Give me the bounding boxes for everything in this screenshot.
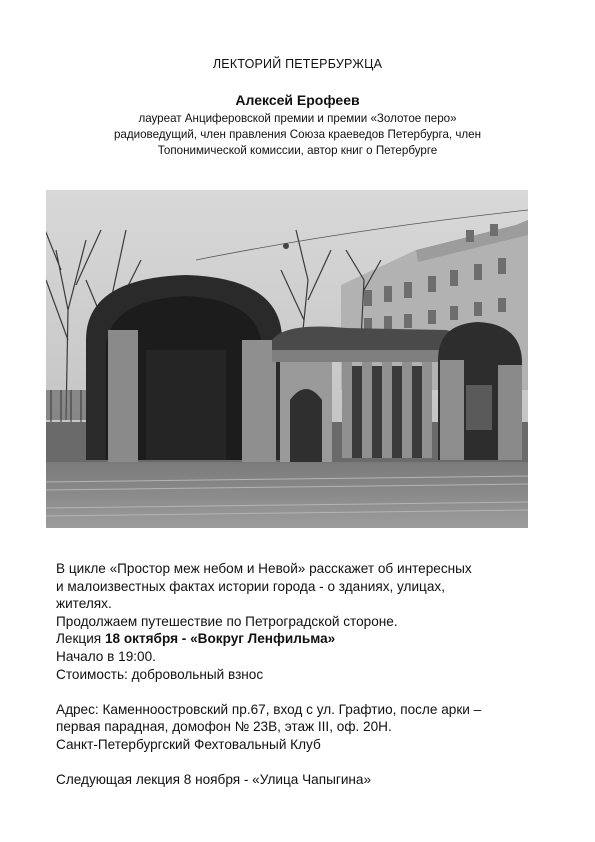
address-line: первая парадная, домофон № 23В, этаж III, оф. 20Н. [56, 719, 392, 735]
lecture-details [56, 560, 556, 789]
start-time: Начало в 19:00. [56, 648, 156, 664]
bio-line: лауреат Анциферовской премии и премии «Золотое перо» [138, 112, 457, 125]
address-line: Санкт-Петербургский Фехтовальный Клуб [56, 736, 321, 752]
next-lecture: Следующая лекция 8 ноября - «Улица Чапыгина» [56, 772, 372, 788]
cost: Стоимость: добровольный взнос [56, 666, 264, 682]
cycle-line: и малоизвестных фактах истории города - о зданиях, улицах, [56, 578, 445, 594]
lecture-line [56, 630, 556, 648]
historic-pavilion-photo [46, 190, 528, 528]
continue-line: Продолжаем путешествие по Петроградской стороне. [56, 613, 398, 629]
bio-line: радиоведущий, член правления Союза краеведов Петербурга, член [113, 128, 482, 141]
photo-illustration [46, 190, 528, 528]
lecture-date-title: 18 октября - «Вокруг Ленфильма» [104, 631, 336, 647]
header [0, 57, 595, 159]
bio-line: Топонимической комиссии, автор книг о Петербурге [157, 144, 438, 157]
speaker-name: Алексей Ерофеев [235, 92, 360, 108]
lecture-prefix: Лекция [56, 631, 105, 647]
cycle-line: жителях. [56, 596, 112, 612]
cycle-line: В цикле «Простор меж небом и Невой» расскажет об интересных [56, 561, 472, 576]
address-line: Адрес: Каменноостровский пр.67, вход с ул. Графтио, после арки – [56, 701, 482, 717]
series-title: ЛЕКТОРИЙ ПЕТЕРБУРЖЦА [212, 57, 383, 71]
speaker-bio [0, 111, 595, 159]
